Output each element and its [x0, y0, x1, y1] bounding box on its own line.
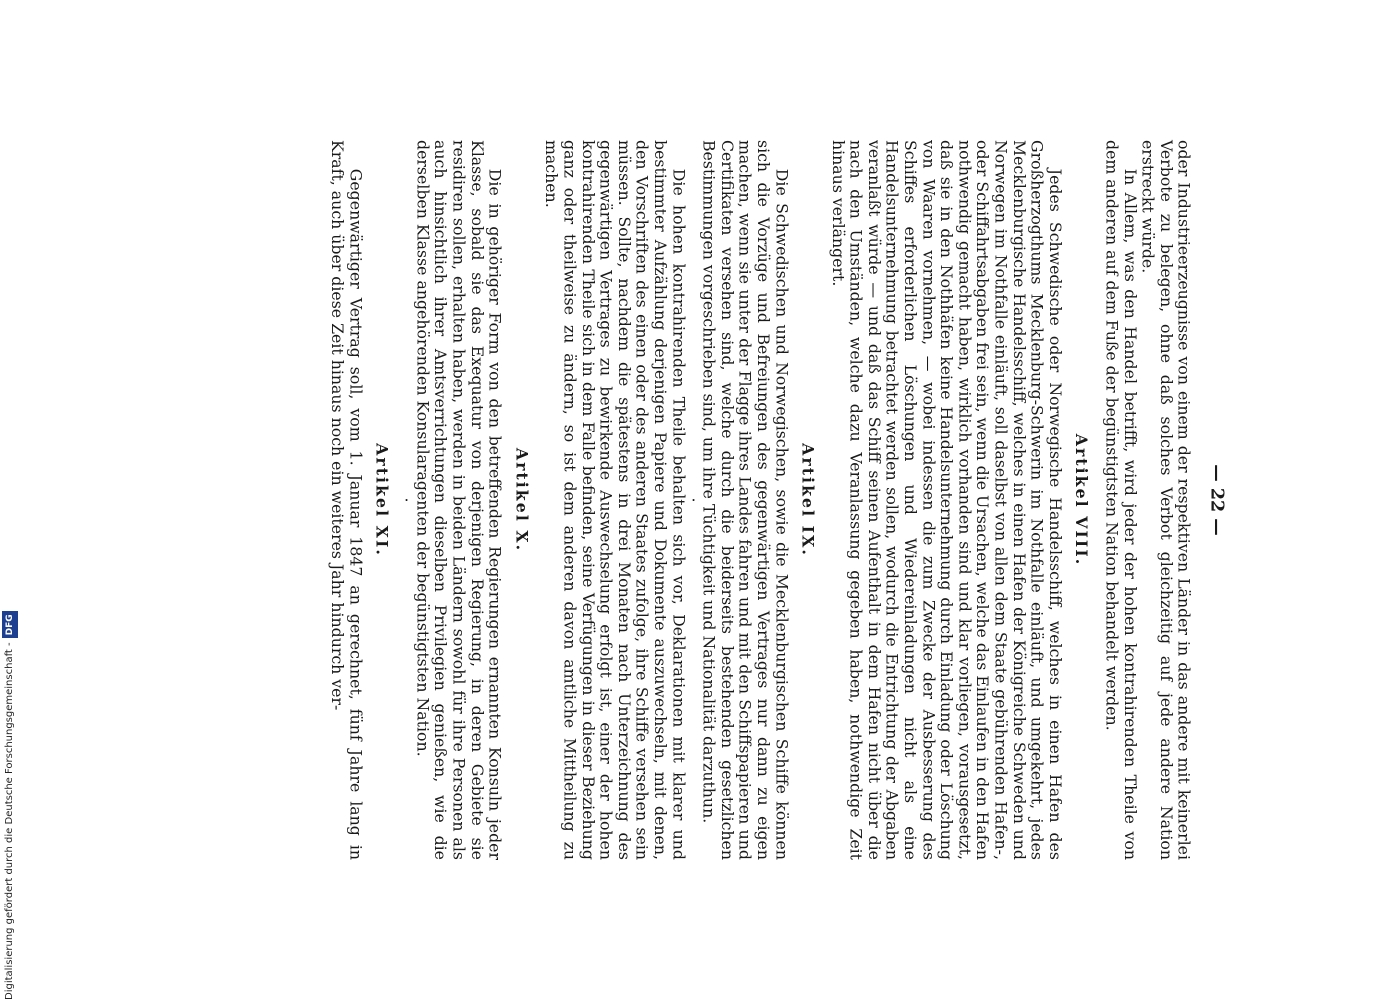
paragraph: oder Industrieerzeugnisse von einem der respektiven Länder in das andere mit keinerlei Verbote zu belegen, ohne daß solches Verbot gleichzeitig auf jede andere Nation erstreckt würde.: [1138, 140, 1194, 861]
digitization-credit: [2, 0, 18, 1000]
dfg-logo: DFG: [2, 611, 18, 638]
article-heading: Artikel IX.: [798, 443, 817, 557]
document-page: [328, 140, 1228, 861]
paragraph: Jedes Schwedische oder Norwegische Handelsschiff, welches in einen Hafen des Großherzogthums Mecklenburg-Schwerin im Nothfalle einläuft, und umgekehrt, jedes Mecklenburgische Handelsschiff, welches in einen Hafen der Königreiche Schweden und Norwegen im Nothfalle einläuft, soll daselbst von allen dem Staate gebührenden Hafen-, oder Schiffahrtsabgaben frei sein, wenn die Ursachen, welche das Einlaufen in den Hafen nothwendig gemacht haben, wirklich vorhanden sind und klar vorliegen, vorausgesetzt, daß sie in den Nothhäfen keine Handelsunternehmung durch Einladung oder Löschung von Waaren vornehmen, — wobei indessen die zum Zwecke der Ausbesserung des Schiffes erforderlichen Löschungen und Wiedereinladungen nicht als eine Handelsunternehmung betrachtet werden sollen, wodurch die Entrichtung der Abgaben veranlaßt würde — und daß das Schiff seinen Aufenthalt in dem Hafen nicht über die nach den Umständen, welche dazu Veranlassung gegeben haben, nothwendige Zeit hinaus verlängert.: [828, 140, 1065, 861]
article-heading: Artikel XI.: [372, 443, 392, 557]
article-heading: Artikel X.: [512, 447, 531, 553]
page-number: — 22 —: [1206, 464, 1228, 536]
funding-note: Digitalisierung gefördert durch die Deutsche Forschungsgemeinschaft -: [4, 642, 15, 1000]
paragraph: Die hohen kontrahirenden Theile behalten sich vor, Deklarationen mit klarer und bestimmter Aufzählung derjenigen Papiere und Dokumente auszuwechseln, mit denen, den Vorschriften des einen oder des anderen Staates zufolge, ihre Schiffe versehen sein müssen. Sollte, nachdem die spätestens in drei Monaten nach Unterzeichnung des gegenwärtigen Vertrages zu bewirkende Auswechselung erfolgt ist, einer der hohen kontrahirenden Theile sich in dem Falle befinden, seine Verfügungen in dieser Beziehung ganz oder theilweise zu ändern, so ist dem anderen davon amtliche Mittheilung zu machen.: [542, 140, 688, 861]
paragraph: Gegenwärtiger Vertrag soll, vom 1. Januar 1847 an gerechnet, fünf Jahre lang in Kraft, auch über diese Zeit hinaus noch ein weiteres Jahr hindurch ver-: [328, 140, 365, 861]
paragraph: Die in gehöriger Form von den betreffenden Regierungen ernannten Konsuln jeder Klasse, sobald sie das Exequatur von derjenigen Regierung, in deren Gebiete sie residiren sollen, erhalten haben, werden in beiden Ländern sowohl für ihre Personen als auch hinsichtlich ihrer Amtsverrichtungen dieselben Privilegien genießen, wie die derselben Klasse angehörenden Konsularagenten der begünstigtsten Nation.: [413, 140, 505, 861]
paragraph: Die Schwedischen und Norwegischen, sowie die Mecklenburgischen Schiffe können sich die Vorzüge und Befreiungen des gegenwärtigen Vertrages nur dann zu eigen machen, wenn sie unter der Flagge ihres Landes fahren und mit den Schiffspapieren und Certifikaten versehen sind, welche durch die beiderseits bestehenden gesetzlichen Bestimmungen vorgeschrieben sind, um ihre Tüchtigkeit und Nationalität darzuthun.: [699, 140, 791, 861]
paragraph: In Allem, was den Handel betrifft, wird jeder der hohen kontrahirenden Theile von dem anderen auf dem Fuße der begünstigtsten Nation behandelt werden.: [1102, 140, 1140, 861]
article-heading: Artikel VIII.: [1072, 433, 1091, 567]
document-body: [328, 140, 1193, 860]
rotated-page-wrapper: [327, 140, 1228, 861]
separator-dot: ·: [397, 497, 416, 503]
separator-dot: ·: [683, 497, 703, 503]
